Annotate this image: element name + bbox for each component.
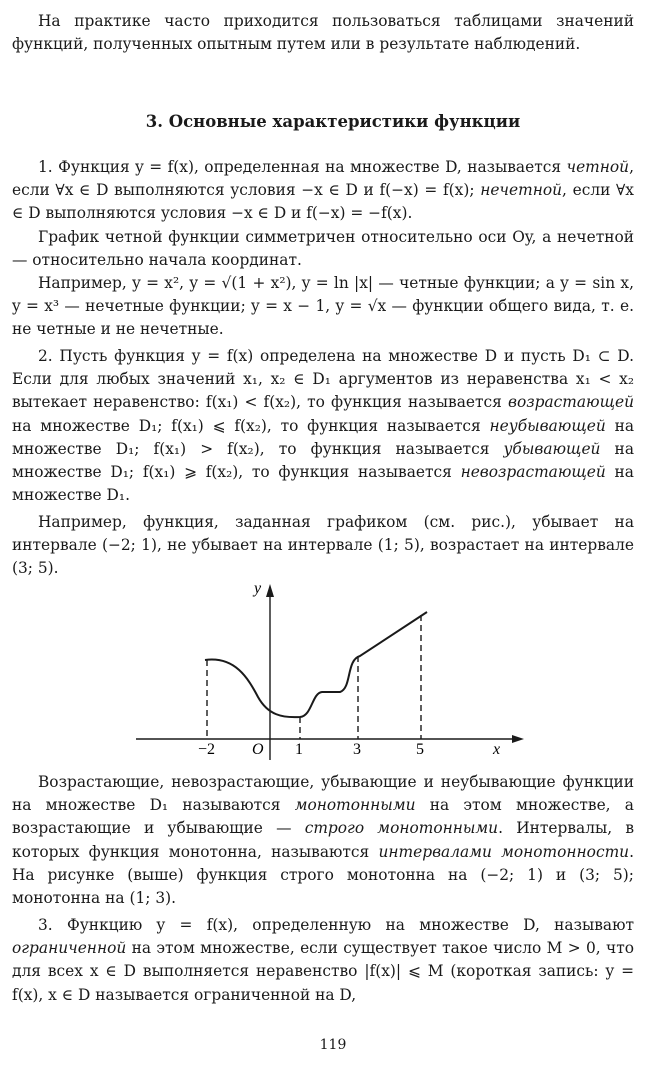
text-span: на этом множестве, а возрастающие и убывающие — (12, 796, 634, 838)
term-bounded: ограниченной (12, 939, 127, 958)
term-even: четной (566, 158, 630, 176)
paragraph-monotonic (12, 771, 634, 910)
page-number: 119 (319, 1037, 347, 1053)
y-axis-label: y (254, 580, 262, 597)
paragraph-examples: Например, y = x², y = √(1 + x²), y = ln |x| — четные функции; а y = sin x, y = x³ — нечетные функции; y = x − 1, y = √x — функции общего вида, т. е. не четные и не нечетные. (12, 274, 634, 339)
text-span: на множестве D₁; f(x₁) ⩽ f(x₂), то функция называется (12, 416, 490, 435)
function-curve (205, 612, 427, 717)
term-odd: нечетной (480, 181, 563, 200)
term-nonincreasing: невозрастающей (460, 463, 606, 482)
text-span: на множестве D₁; f(x₁) > f(x₂), то функция называется (12, 416, 634, 458)
text-span: на множестве D₁; f(x₁) ⩾ f(x₂), то функция называется (12, 439, 634, 482)
x-axis-arrow (512, 735, 524, 743)
tick-label-5: 5 (416, 741, 424, 758)
x-axis-label: x (493, 741, 501, 758)
tick-label-neg2: −2 (198, 741, 216, 758)
text-span: . На рисунке (выше) функция строго монотонна на (−2; 1) и (3; 5); монотонна на (1; 3). (12, 842, 634, 908)
paragraph-symmetry: График четной функции симметричен относительно оси Oy, а нечетной — относительно начала координат. (12, 228, 634, 270)
intro-paragraph: На практике часто приходится пользоваться таблицами значений функций, полученных опытным путем или в результате наблюдений. (12, 12, 634, 54)
term-nondecreasing: неубывающей (489, 416, 606, 435)
tick-label-3: 3 (353, 741, 361, 758)
y-axis-arrow (266, 584, 274, 597)
term-monotonic: монотонными (294, 796, 416, 815)
term-strictly-monotonic: строго монотонными (304, 819, 499, 838)
section-title: 3. Основные характеристики функции (145, 112, 521, 131)
text-span: . Интервалы, в которых функция монотонна, называются (12, 819, 634, 861)
text-span: , если ∀x ∈ D выполняются условия −x ∈ D и f(−x) = −f(x). (12, 181, 634, 223)
term-decreasing: убывающей (503, 439, 601, 458)
tick-label-1: 1 (295, 741, 303, 758)
text-span: , если ∀x ∈ D выполняются условия −x ∈ D и f(−x) = f(x); (12, 158, 634, 200)
text-span: Возрастающие, невозрастающие, убывающие и неубывающие функции на множестве D₁ называются (12, 773, 634, 815)
text-span: 2. Пусть функция y = f(x) определена на множестве D и пусть D₁ ⊂ D. Если для любых значений x₁, x₂ ∈ D₁ аргументов из неравенства x₁ < x₂ вытекает неравенство: f(x₁) < f(x₂), то функция называется (12, 347, 634, 412)
paragraph-bounded (12, 914, 634, 1007)
text-span: 1. Функция y = f(x), определенная на множестве D, называется (38, 158, 567, 176)
text-span: на множестве D₁. (12, 463, 634, 505)
text-span: 3. Функцию y = f(x), определенную на множестве D, называют (38, 916, 634, 934)
paragraph-graph-example: Например, функция, заданная графиком (см. рис.), убывает на интервале (−2; 1), не убывает на интервале (1; 5), возрастает на интервале (3; 5). (12, 513, 634, 578)
text-span: на этом множестве, если существует такое число M > 0, что для всех x ∈ D выполняется неравенство |f(x)| ⩽ M (короткая запись: y = f(x), x ∈ D называется ограниченной на D, (12, 939, 634, 1004)
term-monotonic-intervals: интервалами монотонности (378, 842, 630, 861)
term-increasing: возрастающей (507, 393, 634, 412)
origin-label: O (252, 741, 264, 758)
